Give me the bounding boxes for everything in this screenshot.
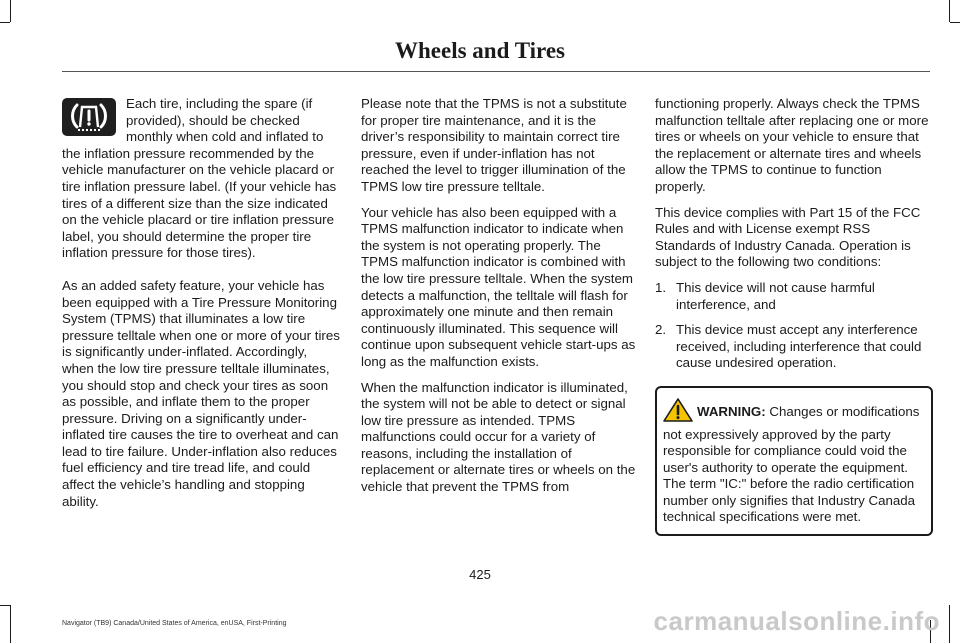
- list-item-text: This device must accept any interference received, including interference that could cause undesired operation.: [676, 322, 922, 371]
- tpms-warning-icon: [62, 98, 116, 136]
- crop-mark: [949, 0, 950, 22]
- page-number: 425: [469, 567, 491, 582]
- paragraph: Each tire, including the spare (if provided), should be checked monthly when cold and inflated to the inflation pressure recommended by the vehicle manufacturer on the vehicle placard or tire inflation pressure label. (If your vehicle has tires of a different size than the size indicated on the vehicle placard or tire inflation pressure label, you should determine the proper tire inflation pressure for those tires).: [62, 96, 337, 261]
- paragraph: Please note that the TPMS is not a substitute for proper tire maintenance, and it is the driver’s responsibility to maintain correct tire pressure, even if under-inflation has not reached the level to trigger illumination of the TPMS low tire pressure telltale.: [361, 96, 627, 194]
- crop-mark: [0, 605, 10, 606]
- list-item-number: 2.: [655, 322, 667, 338]
- warning-triangle-icon: [663, 398, 693, 427]
- crop-mark: [10, 605, 11, 643]
- warning-box: [655, 386, 933, 536]
- list-item: [655, 280, 933, 313]
- column-3: [655, 96, 933, 536]
- watermark: carmanualsonline.info: [653, 606, 940, 636]
- list-item-number: 1.: [655, 279, 667, 295]
- footer-imprint: Navigator (TB9) Canada/United States of America, enUSA, First-Printing: [62, 620, 287, 627]
- paragraph: This device complies with Part 15 of the FCC Rules and with License exempt RSS Standards of Industry Canada. Operation is subject to the following two conditions:: [655, 204, 921, 270]
- list-item-text: This device will not cause harmful interference, and: [676, 279, 875, 312]
- crop-mark: [10, 0, 11, 22]
- paragraph: As an added safety feature, your vehicle has been equipped with a Tire Pressure Monitoring System (TPMS) that illuminates a low tire pressure telltale when one or more of your tires is significantly under-inflated. Accordingly, when the low tire pressure telltale illuminates, you should stop and check your tires as soon as possible, and inflate them to the proper pressure. Driving on a significantly under-inflated tire causes the tire to overheat and can lead to tire failure. Under-inflation also reduces fuel efficiency and tire tread life, and could affect the vehicle’s handling and stopping ability.: [62, 277, 340, 509]
- crop-mark: [950, 22, 960, 23]
- paragraph: Your vehicle has also been equipped with a TPMS malfunction indicator to indicate when the system is not operating properly. The TPMS malfunction indicator is combined with the low tire pressure telltale. When the system detects a malfunction, the telltale will flash for approximately one minute and then remain continuously illuminated. This sequence will continue upon subsequent vehicle start-ups as long as the malfunction exists.: [361, 204, 636, 369]
- header-divider: [62, 71, 930, 72]
- warning-label: WARNING:: [697, 403, 766, 419]
- conditions-list: [655, 280, 933, 372]
- list-item: [655, 322, 933, 372]
- paragraph: When the malfunction indicator is illuminated, the system will not be able to detect or signal low tire pressure as intended. TPMS malfunctions could occur for a variety of reasons, including the installation of replacement or alternate tires or wheels on the vehicle that prevent the TPMS from: [361, 379, 636, 495]
- crop-mark: [0, 22, 10, 23]
- paragraph: functioning properly. Always check the TPMS malfunction telltale after replacing one or more tires or wheels on your vehicle to ensure that the replacement or alternate tires and wheels allow the TPMS to continue to function properly.: [655, 96, 929, 194]
- warning-text: Changes or modifications not expressively approved by the party responsible for compliance could void the user's authority to operate the equipment. The term "IC:" before the radio certification number only signifies that Industry Canada technical specifications were met.: [663, 403, 920, 525]
- column-1: [62, 96, 340, 519]
- crop-mark: [949, 605, 950, 643]
- column-2: [361, 96, 639, 505]
- page-title: Wheels and Tires: [395, 38, 565, 63]
